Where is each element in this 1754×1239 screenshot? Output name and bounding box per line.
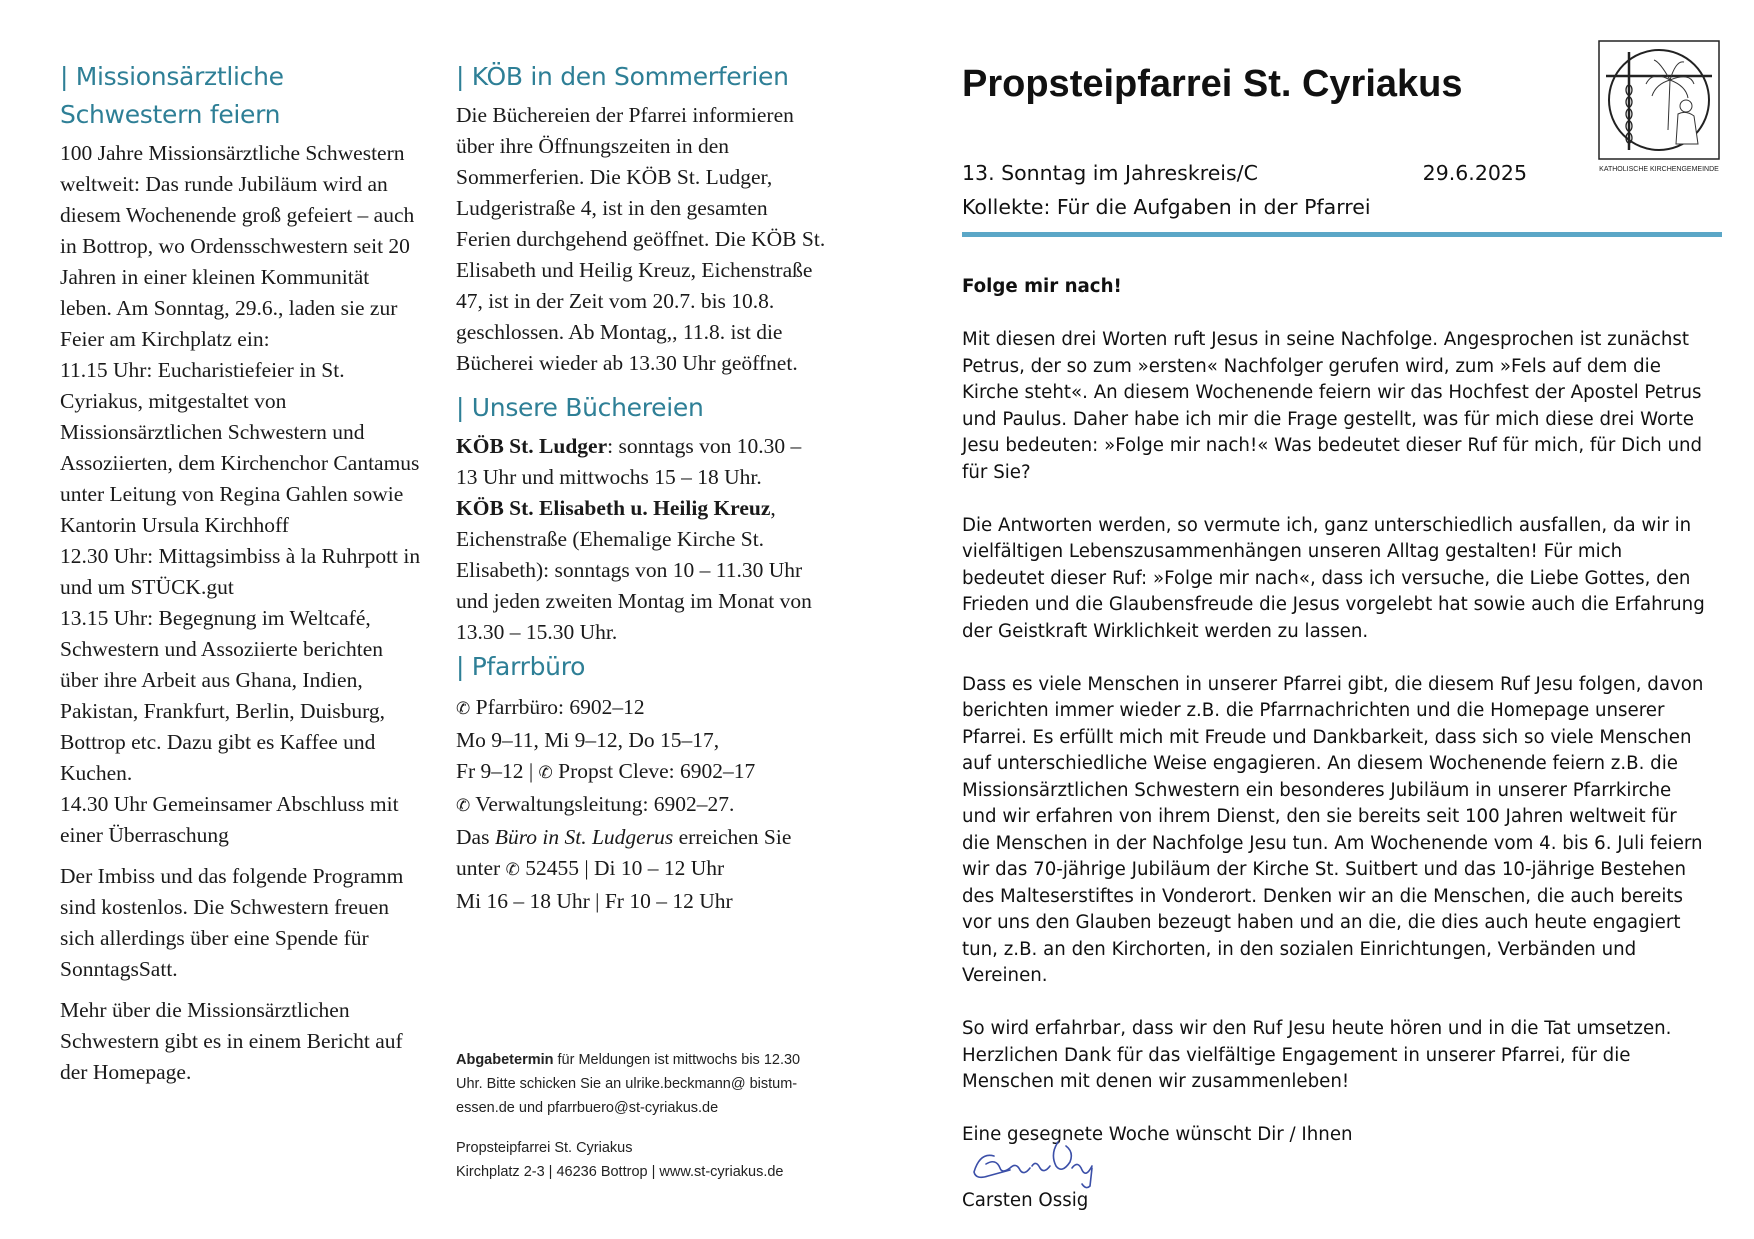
page-title: Propsteipfarrei St. Cyriakus xyxy=(962,63,1463,105)
office-line-6: unter ✆ 52455 | Di 10 – 12 Uhr xyxy=(456,856,725,880)
schedule-item-3: 13.15 Uhr: Begegnung im Weltcafé, Schwestern und Assoziierte berichten über ihre Arbeit aus Ghana, Indien, Pakistan, Frankfurt, Berlin, Duisburg, Bottrop etc. Dazu gibt es Kaffee und Kuchen. xyxy=(60,606,386,785)
letter-para-4: So wird erfahrbar, dass wir den Ruf Jesu heute hören und in die Tat umsetzen. Herzlichen Dank für das vielfältige Engagement in unserer Pfarrei, für die Menschen mit denen wir zusammenleben! xyxy=(962,1018,1672,1092)
office-line-7: Mi 16 – 18 Uhr | Fr 10 – 12 Uhr xyxy=(456,889,733,913)
library-ludger-hours: : sonntags von 10.30 – 13 Uhr und mittwochs 15 – 18 Uhr. xyxy=(456,434,802,489)
letter-para-3: Dass es viele Menschen in unserer Pfarrei gibt, die diesem Ruf Jesu folgen, davon berichten immer wieder z.B. die Pfarrnachrichten und die Homepage unserer Pfarrei. Es erfüllt mich mit Freude und Dankbarkeit, dass sich so viele Menschen auf unterschiedliche Weise engagieren. An diesem Wochenende feiern z.B. die Missionsärztlichen Schwestern ein besonderes Jubiläum in unserer Pfarrkirche und wir erfahren von ihrem Dienst, den sie bereits seit 100 Jahren weltweit für die Menschen in der Nachfolge Jesu tun. Am Wochenende vom 4. bis 6. Juli feiern wir das 70-jährige Jubiläum der Kirche St. Suitbert und das 10-jährige Bestehen des Malteserstiftes in Vonderort. Denken wir an die Menschen, die auch bereits vor uns den Glauben bezeugt haben und an die, die dies auch heute engagiert tun, z.B. an den Kirchorten, in den sozialen Einrichtungen, Verbänden und Vereinen. xyxy=(962,673,1704,986)
column-koeb xyxy=(456,58,826,1180)
date-label: 29.6.2025 xyxy=(1422,161,1527,185)
library-elisabeth-hours: , Eichenstraße (Ehemalige Kirche St. Elisabeth): sonntags von 10 – 11.30 Uhr und jeden zweiten Montag im Monat von 13.30 – 15.30 Uhr. xyxy=(456,496,812,644)
library-elisabeth xyxy=(456,493,826,648)
letter-closing: Eine gesegnete Woche wünscht Dir / Ihnen xyxy=(962,1124,1353,1145)
logo-frame xyxy=(1599,41,1719,159)
office-line-3: Fr 9–12 | ✆ Propst Cleve: 6902–17 xyxy=(456,759,756,783)
header-divider xyxy=(962,232,1722,237)
section-title-missionsaerztliche: | Missionsärztliche Schwestern feiern xyxy=(60,62,284,129)
office-line-4: ✆ Verwaltungsleitung: 6902–27. xyxy=(456,792,735,816)
parish-logo xyxy=(1598,40,1720,176)
missionsaerztliche-para-cost: Der Imbiss und das folgende Programm sind kostenlos. Die Schwestern freuen sich allerdings über eine Spende für SonntagsSatt. xyxy=(60,864,404,981)
phone-icon: ✆ xyxy=(538,763,553,783)
buechereien-body xyxy=(456,431,826,648)
imprint-line-1: Propsteipfarrei St. Cyriakus xyxy=(456,1140,633,1156)
office-line-2: Mo 9–11, Mi 9–12, Do 15–17, xyxy=(456,728,720,752)
missionsaerztliche-para-more: Mehr über die Missionsärztlichen Schwestern gibt es in einem Bericht auf der Homepage. xyxy=(60,998,403,1084)
signer-name: Carsten Ossig xyxy=(962,1190,1089,1211)
koeb-body xyxy=(456,100,826,379)
schedule-item-1: 11.15 Uhr: Eucharistiefeier in St. Cyriakus, mitgestaltet von Missionsärztlichen Schwestern und Assoziierten, dem Kirchenchor Cantamus unter Leitung von Regina Gahlen sowie Kantorin Ursula Kirchhoff xyxy=(60,358,420,537)
pfarrbuero-body xyxy=(456,692,826,917)
section-title-pfarrbuero: | Pfarrbüro xyxy=(456,652,586,681)
deadline-note: Abgabetermin für Meldungen ist mittwochs bis 12.30 Uhr. Bitte schicken Sie an ulrike.beckmann@ bistum-essen.de und pfarrbuero@st-cyriakus.de xyxy=(456,1052,801,1116)
letter-heading: Folge mir nach! xyxy=(962,276,1122,297)
letter-body xyxy=(962,274,1707,1149)
sunday-label: 13. Sonntag im Jahreskreis/C xyxy=(962,161,1258,185)
library-ludger-name: KÖB St. Ludger xyxy=(456,434,608,458)
letter-para-1: Mit diesen drei Worten ruft Jesus in seine Nachfolge. Angesprochen ist zunächst Petrus, der so zum »ersten« Nachfolger gerufen wird, zum »Fels auf dem die Kirche steht«. An diesem Wochenende feiern wir das Hochfest der Apostel Petrus und Paulus. Daher habe ich mir die Frage gestellt, was für mich diese drei Worte Jesu bedeuten: »Folge mir nach!« Was bedeutet dieser Ruf für mich, für Dich und für Sie? xyxy=(962,329,1703,483)
phone-icon: ✆ xyxy=(505,860,520,880)
missionsaerztliche-intro: 100 Jahre Missionsärztliche Schwestern weltweit: Das runde Jubiläum wird an diesem Wochenende groß gefeiert – auch in Bottrop, wo Ordensschwestern seit 20 Jahren in einer kleinen Kommunität leben. Am Sonntag, 29.6., laden sie zur Feier am Kirchplatz ein: xyxy=(60,141,415,351)
section-title-buechereien: | Unsere Büchereien xyxy=(456,393,704,422)
column-missionsaerztliche xyxy=(60,58,425,1088)
signature xyxy=(966,1132,1106,1192)
office-line-1: ✆ Pfarrbüro: 6902–12 xyxy=(456,695,645,719)
schedule-item-4: 14.30 Uhr Gemeinsamer Abschluss mit einer Überraschung xyxy=(60,792,399,847)
sunday-row xyxy=(962,156,1527,190)
phone-icon: ✆ xyxy=(456,699,471,719)
schedule-item-2: 12.30 Uhr: Mittagsimbiss à la Ruhrpott in und um STÜCK.gut xyxy=(60,544,421,599)
missionsaerztliche-body xyxy=(60,138,425,1088)
section-title-koeb: | KÖB in den Sommerferien xyxy=(456,62,789,91)
collection-label: Kollekte: Für die Aufgaben in der Pfarrei xyxy=(962,195,1371,219)
imprint-line-2: Kirchplatz 2-3 | 46236 Bottrop | www.st-cyriakus.de xyxy=(456,1164,784,1180)
column-letter xyxy=(962,58,1707,1175)
phone-icon: ✆ xyxy=(456,796,471,816)
library-elisabeth-name: KÖB St. Elisabeth u. Heilig Kreuz xyxy=(456,496,771,520)
koeb-text: Die Büchereien der Pfarrei informieren über ihre Öffnungszeiten in den Sommerferien. Die KÖB St. Ludger, Ludgeristraße 4, ist in den gesamten Ferien durchgehend geöffnet. Die KÖB St. Elisabeth und Heilig Kreuz, Eichenstraße 47, ist in der Zeit vom 20.7. bis 10.8. geschlossen. Ab Montag,, 11.8. ist die Bücherei wieder ab 13.30 Uhr geöffnet. xyxy=(456,103,826,375)
signature-strokes xyxy=(974,1142,1092,1188)
office-line-5: Das Büro in St. Ludgerus erreichen Sie xyxy=(456,825,792,849)
letter-para-2: Die Antworten werden, so vermute ich, ganz unterschiedlich ausfallen, da wir in vielfältigen Lebenszusammenhängen unseren Alltag gestalten! Für mich bedeutet dieser Ruf: »Folge mir nach«, dass ich versuche, die Liebe Gottes, den Frieden und die Glaubensfreude die Jesus vorgelebt hat sowie auch die Erfahrung der Geistkraft Wirklichkeit werden zu lassen. xyxy=(962,514,1705,642)
logo-caption: KATHOLISCHE KIRCHENGEMEINDE xyxy=(1599,166,1719,173)
imprint xyxy=(456,1136,836,1184)
library-ludger xyxy=(456,431,826,493)
header-meta xyxy=(962,156,1707,224)
